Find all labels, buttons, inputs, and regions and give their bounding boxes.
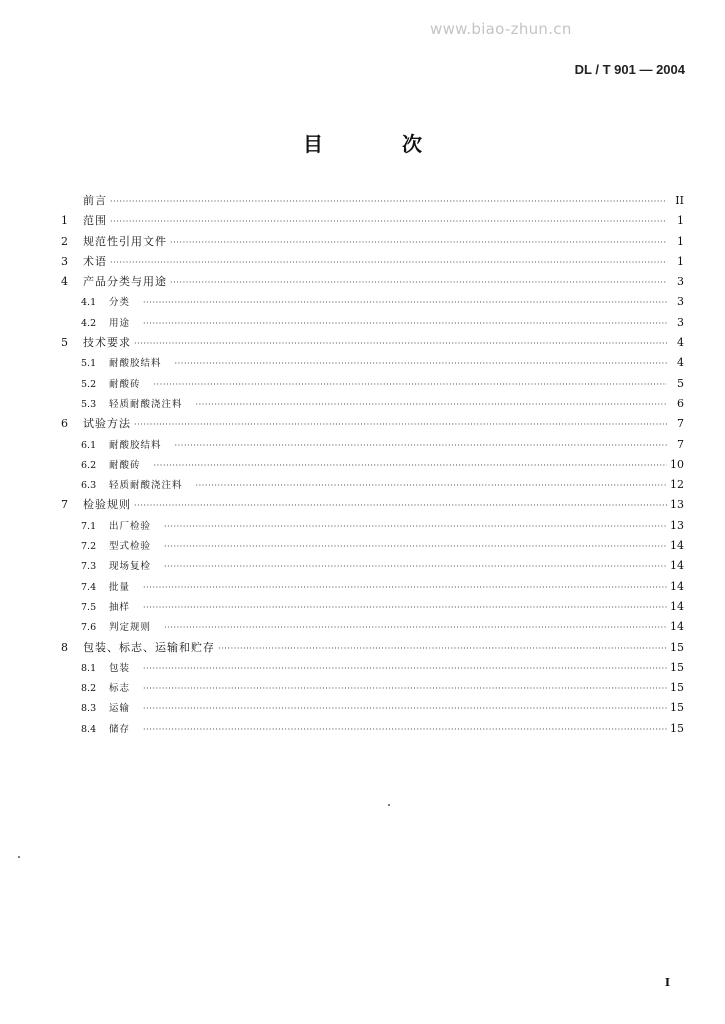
dot-leader (164, 537, 667, 557)
dot-leader (164, 618, 667, 638)
toc-entry-label: 耐酸胶结料 (109, 358, 162, 370)
toc-entry-label: 出厂检验 (109, 520, 152, 532)
toc-entry-label: 产品分类与用途 (83, 275, 167, 289)
toc-entry (61, 313, 684, 333)
toc-entry-label: 轻质耐酸浇注料 (109, 398, 183, 410)
table-of-contents (61, 191, 684, 739)
toc-entry-number: 6.1 (81, 439, 97, 451)
toc-entry (61, 719, 684, 739)
dot-leader (143, 293, 667, 313)
toc-entry (61, 577, 684, 597)
toc-entry-label: 型式检验 (109, 541, 152, 553)
toc-entry-number: 5.1 (81, 358, 97, 370)
toc-entry-number: 7 (61, 498, 68, 512)
toc-entry-number: 7.5 (81, 601, 97, 613)
dot-leader (175, 354, 667, 374)
toc-entry-page: 14 (670, 579, 684, 593)
toc-entry-number: 1 (61, 214, 68, 228)
toc-entry-label: 耐酸砖 (109, 459, 141, 471)
toc-entry-number: 8 (61, 640, 68, 654)
toc-entry-page: 14 (670, 559, 684, 573)
toc-entry-number: 4.1 (81, 297, 97, 309)
toc-entry-page: 14 (670, 599, 684, 613)
toc-entry-label: 规范性引用文件 (83, 234, 167, 248)
toc-entry (61, 597, 684, 617)
dot-leader (175, 436, 667, 456)
dot-leader (170, 233, 667, 253)
toc-entry-label: 批量 (109, 581, 131, 593)
dot-leader (134, 496, 667, 516)
toc-entry-page: 4 (677, 356, 684, 370)
toc-entry (61, 252, 684, 272)
dot-leader (110, 192, 667, 212)
toc-entry-number: 6.2 (81, 459, 97, 471)
toc-entry (61, 617, 684, 637)
toc-entry-page: II (675, 194, 684, 207)
toc-entry-label: 耐酸胶结料 (109, 439, 162, 451)
toc-entry (61, 394, 684, 414)
toc-entry (61, 516, 684, 536)
toc-entry-page: 5 (677, 376, 684, 390)
toc-entry-page: 1 (677, 254, 684, 268)
toc-entry-number: 7.3 (81, 561, 97, 573)
toc-entry (61, 435, 684, 455)
toc-entry (61, 353, 684, 373)
toc-entry (61, 191, 684, 211)
dot-leader (164, 517, 667, 537)
page-title: 目 次 (303, 132, 458, 156)
toc-entry-number: 7.4 (81, 581, 97, 593)
dot-leader (143, 720, 667, 740)
toc-entry-label: 前言 (83, 194, 107, 207)
toc-entry-page: 1 (677, 234, 684, 248)
toc-entry (61, 678, 684, 698)
toc-entry (61, 232, 684, 252)
toc-entry-page: 13 (670, 518, 684, 532)
toc-entry-label: 判定规则 (109, 622, 152, 634)
toc-entry-number: 3 (61, 254, 68, 268)
dot-leader (154, 456, 667, 476)
toc-entry-page: 15 (670, 701, 684, 715)
dot-leader (170, 273, 667, 293)
toc-entry-number: 8.2 (81, 683, 97, 695)
toc-entry-number: 4.2 (81, 317, 97, 329)
toc-entry-number: 6.3 (81, 480, 97, 492)
dot-leader (196, 395, 667, 415)
toc-entry-label: 标志 (109, 683, 131, 695)
toc-entry-page: 4 (677, 336, 684, 350)
toc-entry-number: 4 (61, 275, 68, 289)
toc-entry-number: 6 (61, 417, 68, 431)
dot-leader (143, 699, 667, 719)
toc-entry-label: 术语 (83, 254, 107, 268)
standard-code: DL / T 901 — 2004 (574, 62, 685, 77)
dot-leader (110, 253, 667, 273)
toc-entry-label: 耐酸砖 (109, 378, 141, 390)
toc-entry-number: 7.1 (81, 520, 97, 532)
toc-entry (61, 414, 684, 434)
toc-entry-page: 15 (670, 660, 684, 674)
dot-leader (134, 334, 667, 354)
toc-entry (61, 333, 684, 353)
dot-leader (196, 476, 667, 496)
toc-entry-number: 7.2 (81, 541, 97, 553)
toc-entry-label: 范围 (83, 214, 107, 228)
toc-entry (61, 495, 684, 515)
toc-entry-page: 7 (677, 437, 684, 451)
toc-entry (61, 211, 684, 231)
toc-entry-page: 14 (670, 620, 684, 634)
dot-leader (143, 314, 667, 334)
toc-entry (61, 638, 684, 658)
dot-leader (154, 375, 667, 395)
dot-leader (143, 598, 667, 618)
toc-entry (61, 374, 684, 394)
toc-entry-label: 包装 (109, 662, 131, 674)
toc-entry-label: 技术要求 (83, 336, 131, 350)
toc-entry-label: 现场复检 (109, 561, 152, 573)
toc-entry-number: 7.6 (81, 622, 97, 634)
toc-entry-page: 14 (670, 539, 684, 553)
watermark: www.biao-zhun.cn (430, 20, 572, 38)
toc-entry-page: 15 (670, 640, 684, 654)
toc-entry-number: 5 (61, 336, 68, 350)
toc-entry (61, 272, 684, 292)
toc-entry-page: 15 (670, 681, 684, 695)
toc-entry-page: 1 (677, 214, 684, 228)
dot-leader (143, 578, 667, 598)
toc-entry-number: 8.3 (81, 703, 97, 715)
toc-entry-label: 分类 (109, 297, 131, 309)
page-number: I (664, 976, 670, 989)
toc-entry-label: 试验方法 (83, 417, 131, 431)
toc-entry-label: 轻质耐酸浇注料 (109, 480, 183, 492)
toc-entry-number: 8.1 (81, 662, 97, 674)
toc-entry-page: 3 (677, 275, 684, 289)
toc-entry-page: 12 (670, 478, 684, 492)
toc-entry (61, 556, 684, 576)
toc-entry-label: 用途 (109, 317, 131, 329)
toc-entry-page: 10 (670, 457, 684, 471)
dot-leader (134, 415, 667, 435)
dot-leader (218, 639, 667, 659)
toc-entry (61, 475, 684, 495)
toc-entry (61, 455, 684, 475)
toc-entry-label: 包装、标志、运输和贮存 (83, 640, 215, 654)
toc-entry-number: 5.2 (81, 378, 97, 390)
toc-entry-label: 运输 (109, 703, 131, 715)
toc-entry (61, 658, 684, 678)
toc-entry-page: 6 (677, 396, 684, 410)
dot-leader (110, 212, 667, 232)
toc-entry-number: 8.4 (81, 723, 97, 735)
toc-entry-label: 抽样 (109, 601, 131, 613)
toc-entry (61, 292, 684, 312)
toc-entry-page: 3 (677, 315, 684, 329)
dot-leader (143, 659, 667, 679)
toc-entry (61, 698, 684, 718)
toc-entry-page: 3 (677, 295, 684, 309)
toc-entry-page: 7 (677, 417, 684, 431)
toc-entry-page: 13 (670, 498, 684, 512)
scan-speck (18, 856, 20, 858)
dot-leader (164, 557, 667, 577)
toc-entry-label: 储存 (109, 723, 131, 735)
toc-entry (61, 536, 684, 556)
toc-entry-page: 15 (670, 721, 684, 735)
scan-speck (388, 804, 390, 806)
toc-entry-label: 检验规则 (83, 498, 131, 512)
toc-entry-number: 5.3 (81, 398, 97, 410)
toc-entry-number: 2 (61, 234, 68, 248)
dot-leader (143, 679, 667, 699)
